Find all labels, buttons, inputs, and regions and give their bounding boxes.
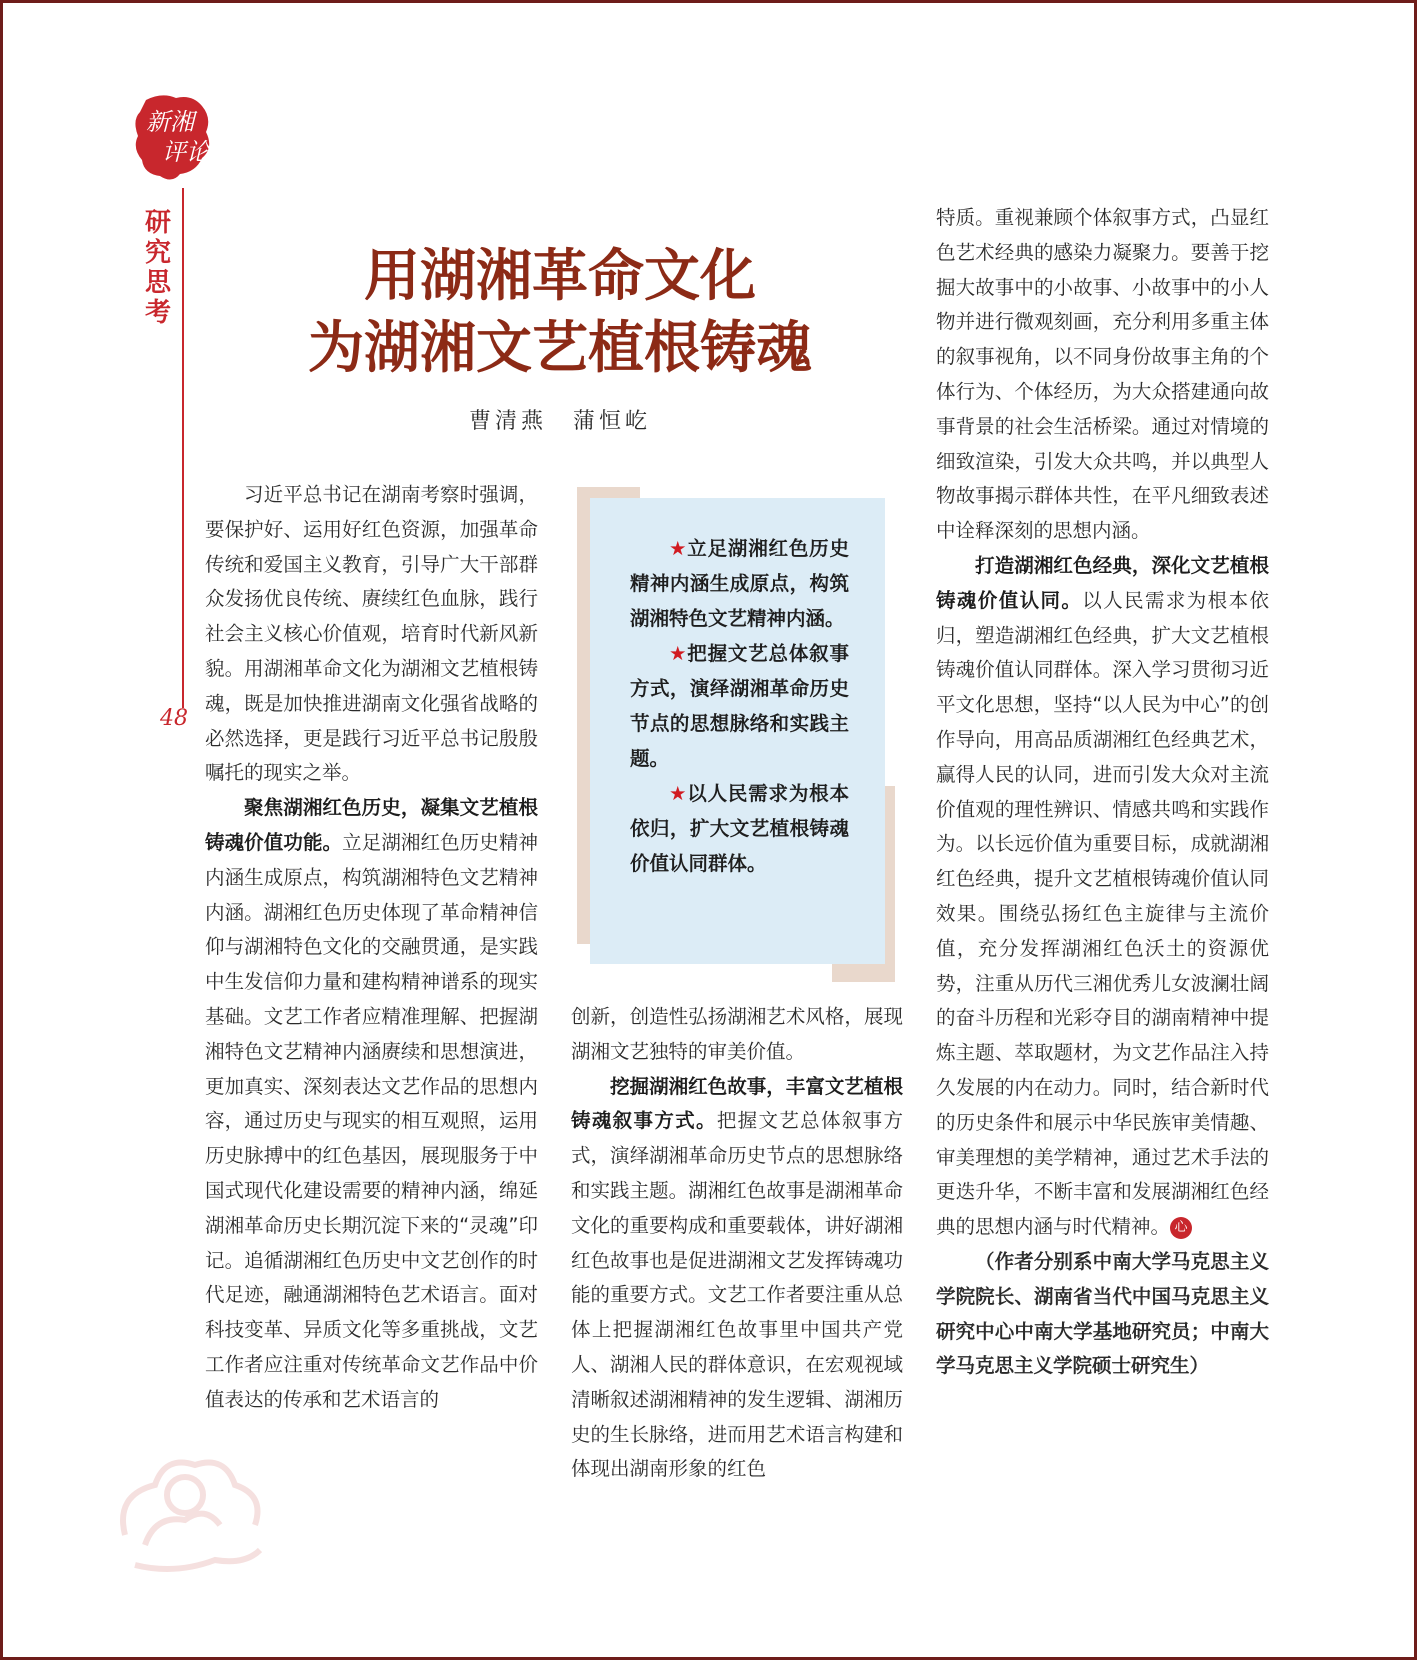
logo-text-2: 评论	[162, 138, 210, 166]
paragraph-intro: 习近平总书记在湖南考察时强调，要保护好、运用好红色资源，加强革命传统和爱国主义教育，引导广大干部群众发扬优良传统、赓续红色血脉，践行社会主义核心价值观，培育时代新风新貌。用湖湘革命文化为湖湘文艺植根铸魂，既是加快推进湖南文化强省战略的必然选择，更是践行习近平总书记殷殷嘱托的现实之举。	[205, 483, 538, 785]
paragraph-section-3	[936, 549, 1269, 1245]
article-column-2	[571, 1000, 903, 1487]
article-column-1	[205, 478, 538, 1418]
star-icon: ★	[669, 782, 688, 805]
logo-text-1: 新湘	[146, 108, 194, 136]
section-1-heading: 聚焦湖湘红色历史，凝集文艺植根铸魂价值功能。	[205, 796, 538, 854]
section-label: 研究思考	[144, 208, 171, 328]
callout-item: ★立足湖湘红色历史精神内涵生成原点，构筑湖湘特色文艺精神内涵。	[630, 537, 849, 630]
paragraph-section-2	[571, 1070, 903, 1488]
paragraph-section-1	[205, 791, 538, 1417]
section-3-body: 以人民需求为根本依归，塑造湖湘红色经典，扩大文艺植根铸魂价值认同群体。深入学习贯彻习近平文化思想，坚持“以人民为中心”的创作导向，用高品质湖湘红色经典艺术，赢得人民的认同，进而引发大众对主流价值观的理性辨识、情感共鸣和实践作为。以长远价值为重要目标，成就湖湘红色经典，提升文艺植根铸魂价值认同效果。围绕弘扬红色主旋律与主流价值，充分发挥湖湘红色沃土的资源优势，注重从历代三湘优秀儿女波澜壮阔的奋斗历程和光彩夺目的湖南精神中提炼主题、萃取题材，为文艺作品注入持久发展的内在动力。同时，结合新时代的历史条件和展示中华民族审美情趣、审美理想的美学精神，通过艺术手法的更迭升华，不断丰富和发展湖湘红色经典的思想内涵与时代精神。	[936, 588, 1269, 1239]
article-end-icon: 心	[1170, 1217, 1192, 1239]
page-number: 48	[160, 706, 188, 731]
section-2-body: 把握文艺总体叙事方式，演绎湖湘革命历史节点的思想脉络和实践主题。湖湘红色故事是湖湘革命文化的重要构成和重要载体，讲好湖湘红色故事也是促进湖湘文艺发挥铸魂功能的重要方式。文艺工作者要注重从总体上把握湖湘红色故事里中国共产党人、湖湘人民的群体意识，在宏观视域清晰叙述湖湘精神的发生逻辑、湖湘历史的生长脉络，进而用艺术语言构建和体现出湖南形象的红色	[571, 1109, 903, 1481]
article-title	[250, 240, 870, 384]
cloud-watermark-icon	[95, 1415, 275, 1595]
paragraph-continuation: 创新，创造性弘扬湖湘艺术风格，展现湖湘文艺独特的审美价值。	[571, 1005, 903, 1063]
section-1-body: 立足湖湘红色历史精神内涵生成原点，构筑湖湘特色文艺精神内涵。湖湘红色历史体现了革命精神信仰与湖湘特色文化的交融贯通，是实践中生发信仰力量和建构精神谱系的现实基础。文艺工作者应精准理解、把握湖湘特色文艺精神内涵赓续和思想演进，更加真实、深刻表达文艺作品的思想内容，通过历史与现实的相互观照，运用历史脉搏中的红色基因，展现服务于中国式现代化建设需要的精神内涵，绵延湖湘革命历史长期沉淀下来的“灵魂”印记。追循湖湘红色历史中文艺创作的时代足迹，融通湖湘特色艺术语言。面对科技变革、异质文化等多重挑战，文艺工作者应注重对传统革命文艺作品中价值表达的传承和艺术语言的	[205, 830, 538, 1411]
article-authors: 曹清燕 蒲恒屹	[468, 409, 651, 434]
section-2-heading: 挖掘湖湘红色故事，丰富文艺植根铸魂叙事方式。	[571, 1074, 903, 1133]
callout-item: ★把握文艺总体叙事方式，演绎湖湘革命历史节点的思想脉络和实践主题。	[630, 642, 849, 770]
author-credit: （作者分别系中南大学马克思主义学院院长、湖南省当代中国马克思主义研究中心中南大学基地研究员；中南大学马克思主义学院硕士研究生）	[936, 1249, 1269, 1378]
section-divider-line	[182, 188, 184, 708]
magazine-logo	[132, 92, 214, 184]
title-line-1: 用湖湘革命文化	[364, 243, 756, 309]
paragraph-continuation-2: 特质。重视兼顾个体叙事方式，凸显红色艺术经典的感染力凝聚力。要善于挖掘大故事中的小故事、小故事中的小人物并进行微观刻画，充分利用多重主体的叙事视角，以不同身份故事主角的个体行为、个体经历，为大众搭建通向故事背景的社会生活桥梁。通过对情境的细致渲染，引发大众共鸣，并以典型人物故事揭示群体共性，在平凡细致表述中诠释深刻的思想内涵。	[936, 206, 1269, 543]
title-line-2: 为湖湘文艺植根铸魂	[308, 315, 812, 381]
callout-item: ★以人民需求为根本依归，扩大文艺植根铸魂价值认同群体。	[630, 782, 849, 875]
key-points-callout	[590, 498, 885, 964]
star-icon: ★	[669, 642, 688, 665]
section-3-heading: 打造湖湘红色经典，深化文艺植根铸魂价值认同。	[936, 553, 1269, 612]
star-icon: ★	[669, 537, 688, 560]
article-column-3	[936, 201, 1269, 1384]
